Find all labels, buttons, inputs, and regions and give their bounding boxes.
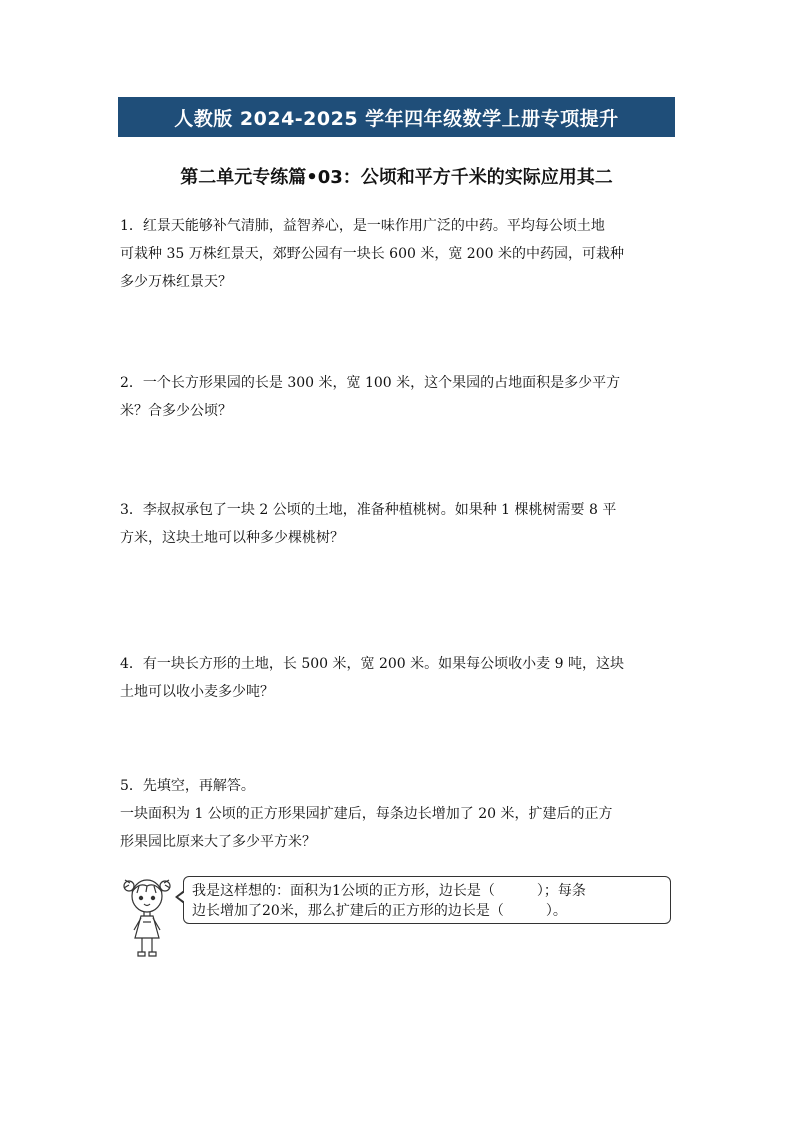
banner-title: 人教版 2024-2025 学年四年级数学上册专项提升 xyxy=(174,107,619,130)
girl-illustration-icon xyxy=(121,872,173,960)
question-line: 形果园比原来大了多少平方米？ xyxy=(120,834,316,850)
question-5 xyxy=(120,772,676,856)
hint-line: 边长增加了20米，那么扩建后的正方形的边长是（ ）。 xyxy=(192,903,567,919)
question-line: 多少万株红景天？ xyxy=(120,274,232,290)
question-4 xyxy=(120,650,676,706)
question-line: 5．先填空，再解答。 xyxy=(120,778,255,794)
hint-speech-bubble xyxy=(183,876,671,924)
question-line: 1．红景天能够补气清肺，益智养心，是一味作用广泛的中药。平均每公顷土地 xyxy=(120,218,605,234)
question-line: 米？合多少公顷？ xyxy=(120,403,232,419)
question-line: 3．李叔叔承包了一块 2 公顷的土地，准备种植桃树。如果种 1 棵桃树需要 8 平 xyxy=(120,502,617,518)
question-line: 方米，这块土地可以种多少棵桃树？ xyxy=(120,530,344,546)
speech-bubble-tail-fill xyxy=(178,892,185,902)
question-line: 2．一个长方形果园的长是 300 米，宽 100 米，这个果园的占地面积是多少平方 xyxy=(120,375,621,391)
question-line: 4．有一块长方形的土地，长 500 米，宽 200 米。如果每公顷收小麦 9 吨，这块 xyxy=(120,656,624,672)
question-1 xyxy=(120,212,676,296)
unit-subtitle: 第二单元专练篇•03：公顷和平方千米的实际应用其二 xyxy=(180,167,613,188)
title-banner xyxy=(118,97,675,137)
question-line: 一块面积为 1 公顷的正方形果园扩建后，每条边长增加了 20 米，扩建后的正方 xyxy=(120,806,613,822)
question-2 xyxy=(120,369,676,425)
question-3 xyxy=(120,496,676,552)
question-line: 土地可以收小麦多少吨？ xyxy=(120,684,274,700)
question-line: 可栽种 35 万株红景天，郊野公园有一块长 600 米，宽 200 米的中药园，可栽种 xyxy=(120,246,624,262)
hint-line: 我是这样想的：面积为1公顷的正方形，边长是（ ）；每条 xyxy=(192,883,586,899)
